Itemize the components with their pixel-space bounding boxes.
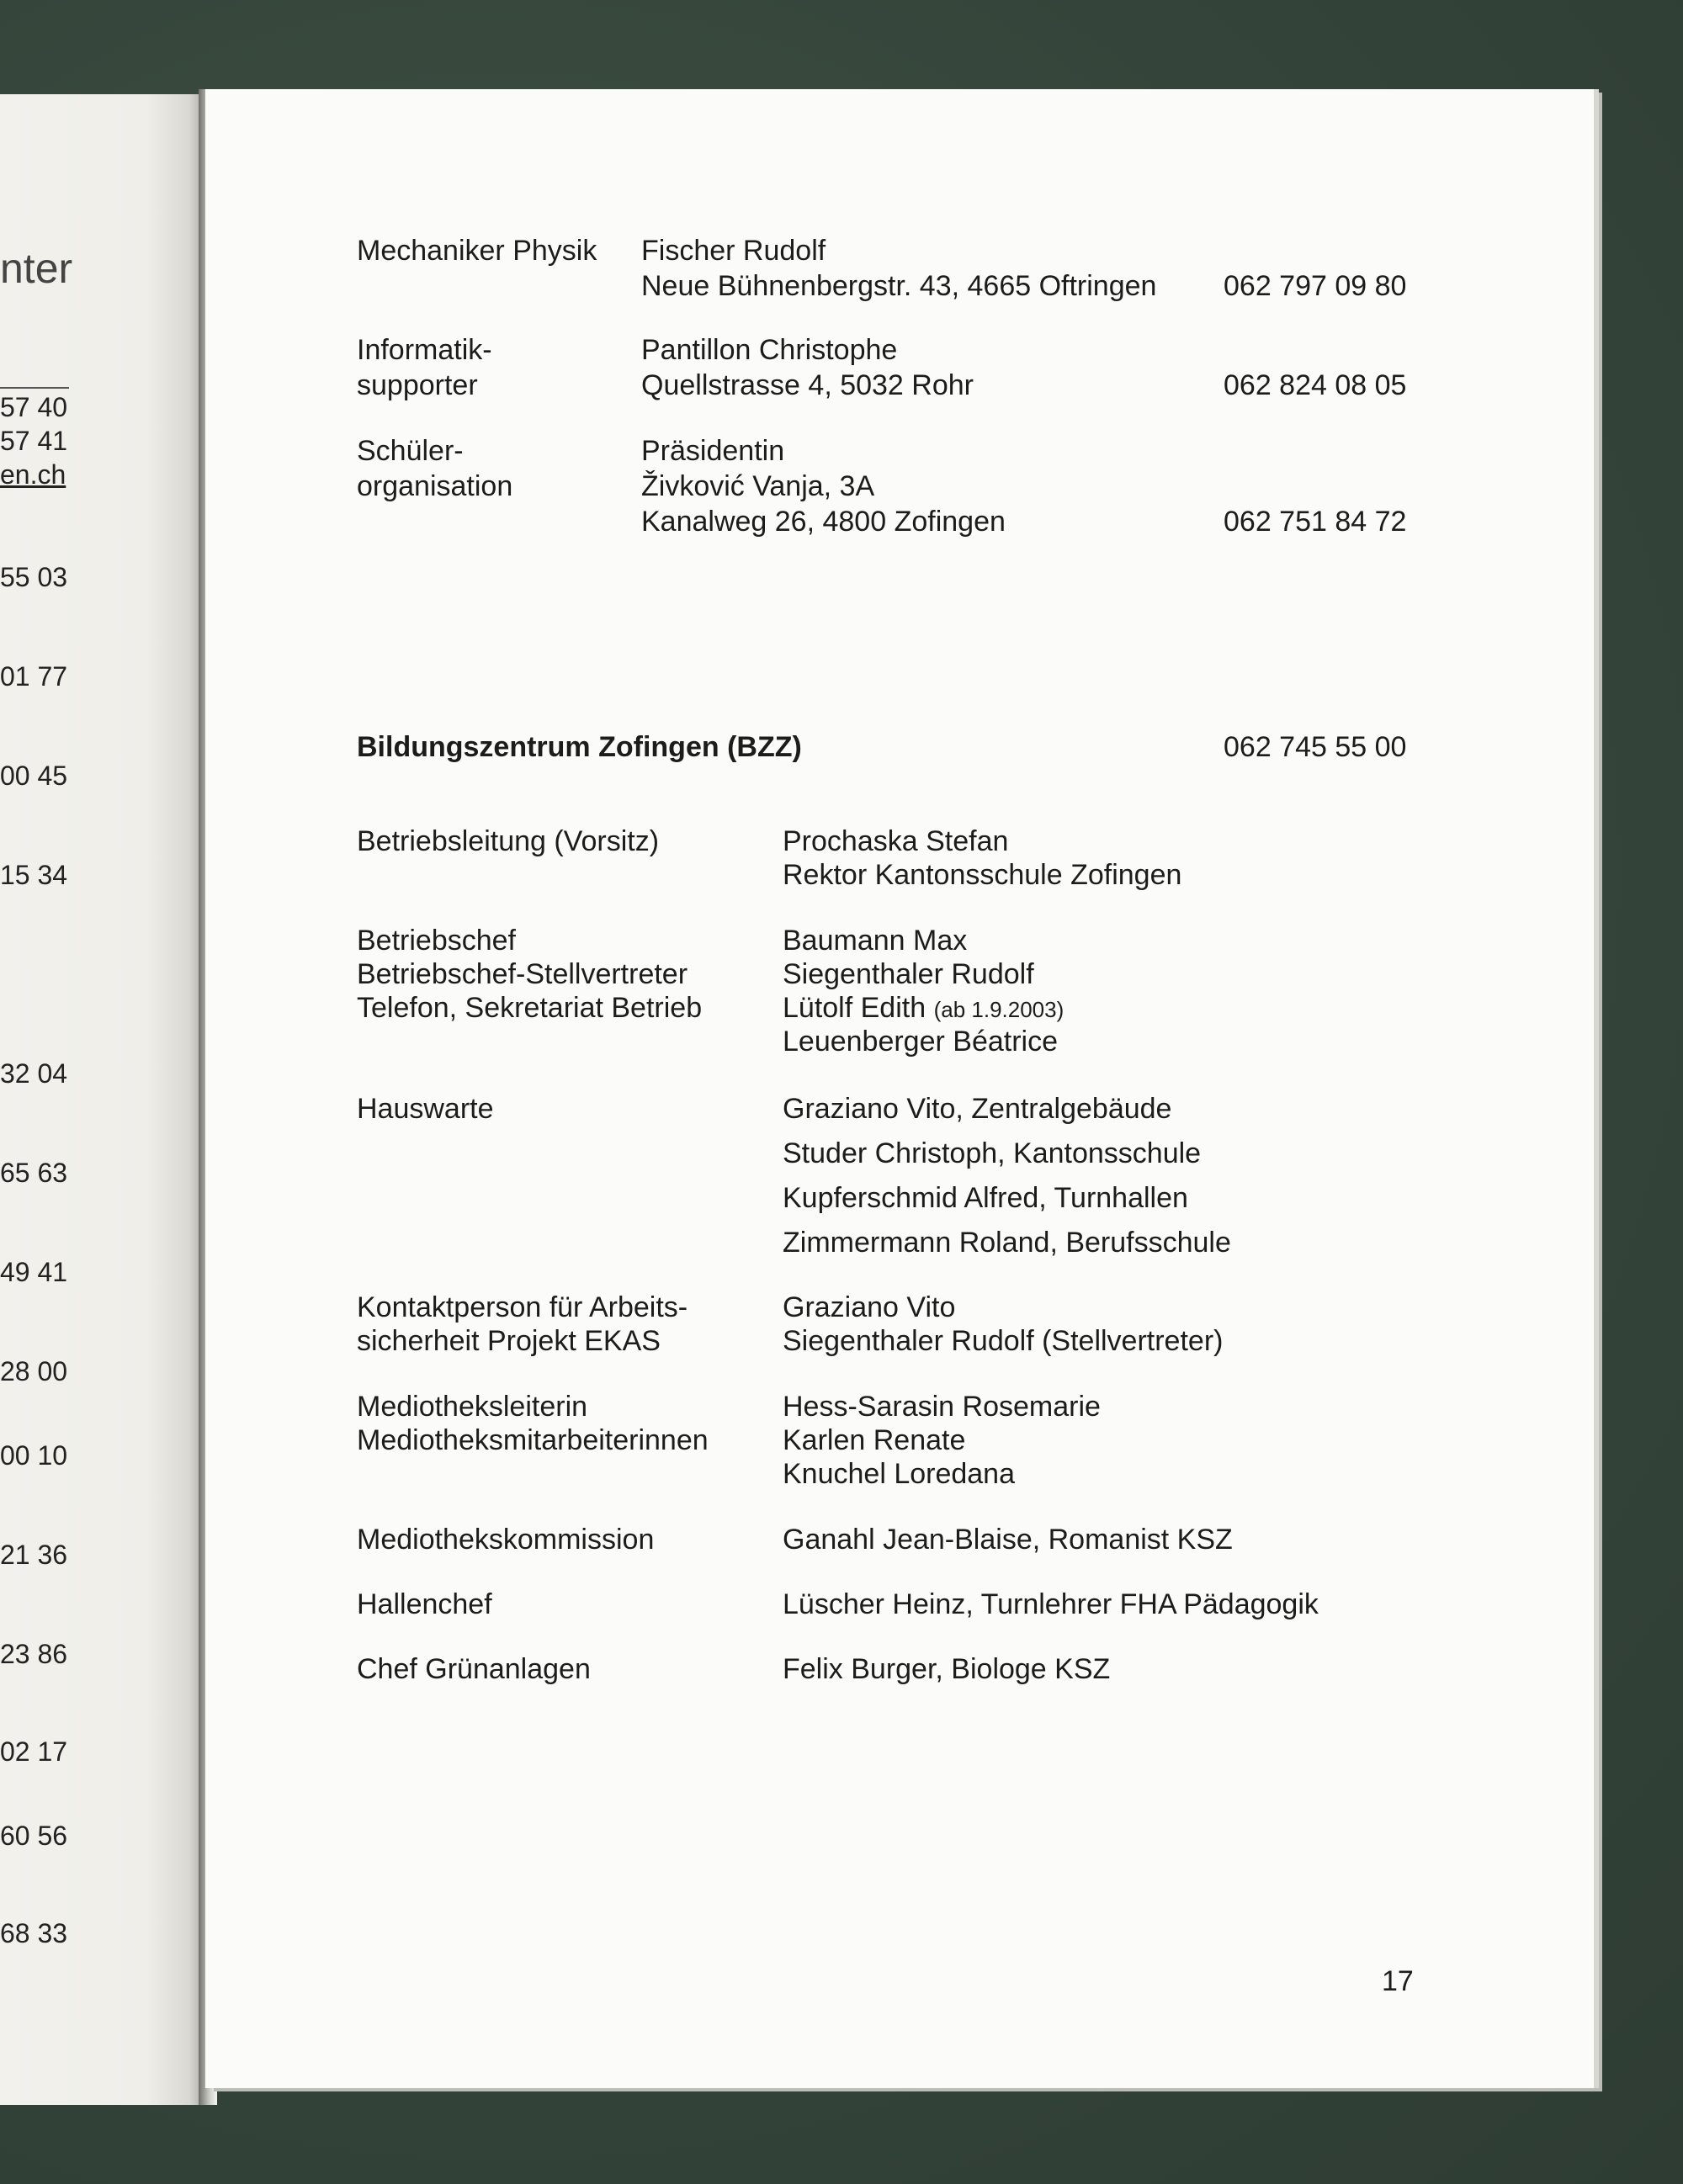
staff-name: Lüscher Heinz, Turnlehrer FHA Pädagogik <box>783 1588 1319 1620</box>
section-heading: Bildungszentrum Zofingen (BZZ) <box>357 731 802 763</box>
staff-name: Ganahl Jean-Blaise, Romanist KSZ <box>783 1524 1233 1556</box>
staff-name: Lütolf Edith <box>783 992 926 1024</box>
staff-role: Mediotheksleiterin <box>357 1391 588 1423</box>
contact-phone: 062 751 84 72 <box>1224 506 1407 538</box>
staff-name-with-note <box>783 991 1064 1026</box>
left-fragment: 57 40 <box>0 392 68 422</box>
left-fragment: 57 41 <box>0 426 68 456</box>
staff-name: Graziano Vito, Zentralgebäude <box>783 1093 1172 1125</box>
staff-name: Zimmermann Roland, Berufsschule <box>783 1227 1231 1259</box>
staff-name: Baumann Max <box>783 925 968 957</box>
left-fragment: 21 36 <box>0 1540 68 1570</box>
left-page-fragment <box>0 94 210 2105</box>
contact-address: Quellstrasse 4, 5032 Rohr <box>641 369 974 401</box>
staff-role: Mediothekskommission <box>357 1524 655 1556</box>
page-number: 17 <box>1382 1965 1414 1997</box>
contact-role: Mechaniker Physik <box>357 235 597 267</box>
contact-title: Präsidentin <box>641 435 785 467</box>
contact-phone: 062 797 09 80 <box>1224 270 1407 302</box>
contact-name: Živković Vanja, 3A <box>641 470 875 502</box>
left-fragment: 28 00 <box>0 1356 68 1386</box>
left-fragment: en.ch <box>0 459 66 490</box>
staff-role: Betriebschef <box>357 925 516 957</box>
left-fragment: 65 63 <box>0 1158 68 1188</box>
staff-name: Hess-Sarasin Rosemarie <box>783 1391 1101 1423</box>
staff-role: Hallenchef <box>357 1588 492 1620</box>
staff-name: Rektor Kantonsschule Zofingen <box>783 859 1182 891</box>
staff-role: Kontaktperson für Arbeits- <box>357 1291 688 1323</box>
left-fragment: 23 86 <box>0 1639 68 1669</box>
section-phone: 062 745 55 00 <box>1224 731 1407 763</box>
contact-phone: 062 824 08 05 <box>1224 369 1407 401</box>
staff-role: Betriebschef-Stellvertreter <box>357 958 688 990</box>
staff-role: Mediotheksmitarbeiterinnen <box>357 1424 709 1456</box>
left-fragment: 55 03 <box>0 562 68 592</box>
staff-name: Graziano Vito <box>783 1291 956 1323</box>
staff-role: Hauswarte <box>357 1093 494 1125</box>
left-fragment: 49 41 <box>0 1257 68 1287</box>
left-fragment: 01 77 <box>0 661 68 692</box>
staff-name: Siegenthaler Rudolf (Stellvertreter) <box>783 1325 1224 1357</box>
staff-role: sicherheit Projekt EKAS <box>357 1325 661 1357</box>
left-heading-rule <box>0 387 69 389</box>
staff-name: Siegenthaler Rudolf <box>783 958 1034 990</box>
staff-note: (ab 1.9.2003) <box>933 997 1064 1022</box>
left-fragment: 68 33 <box>0 1918 68 1948</box>
staff-name: Kupferschmid Alfred, Turnhallen <box>783 1182 1188 1214</box>
staff-name: Studer Christoph, Kantonsschule <box>783 1137 1202 1169</box>
contact-address: Kanalweg 26, 4800 Zofingen <box>641 506 1006 538</box>
left-fragment: 00 10 <box>0 1440 68 1471</box>
left-fragment: 00 45 <box>0 761 68 791</box>
contact-role: Schüler- <box>357 435 464 467</box>
staff-role: Chef Grünanlagen <box>357 1653 591 1685</box>
left-fragment: 02 17 <box>0 1736 68 1767</box>
staff-name: Leuenberger Béatrice <box>783 1026 1059 1058</box>
contact-name: Fischer Rudolf <box>641 235 826 267</box>
left-fragment: 60 56 <box>0 1821 68 1851</box>
left-fragment: 32 04 <box>0 1058 68 1089</box>
staff-name: Felix Burger, Biologe KSZ <box>783 1653 1111 1685</box>
contact-name: Pantillon Christophe <box>641 334 898 366</box>
staff-name: Karlen Renate <box>783 1424 966 1456</box>
contact-role: Informatik- <box>357 334 492 366</box>
contact-role: supporter <box>357 369 478 401</box>
left-fragment: 15 34 <box>0 860 68 890</box>
staff-role: Telefon, Sekretariat Betrieb <box>357 992 703 1024</box>
contact-role: organisation <box>357 470 513 502</box>
left-heading-fragment: nter <box>0 245 73 292</box>
staff-role: Betriebsleitung (Vorsitz) <box>357 825 660 857</box>
contact-address: Neue Bühnenbergstr. 43, 4665 Oftringen <box>641 270 1157 302</box>
staff-name: Prochaska Stefan <box>783 825 1009 857</box>
staff-name: Knuchel Loredana <box>783 1458 1016 1490</box>
